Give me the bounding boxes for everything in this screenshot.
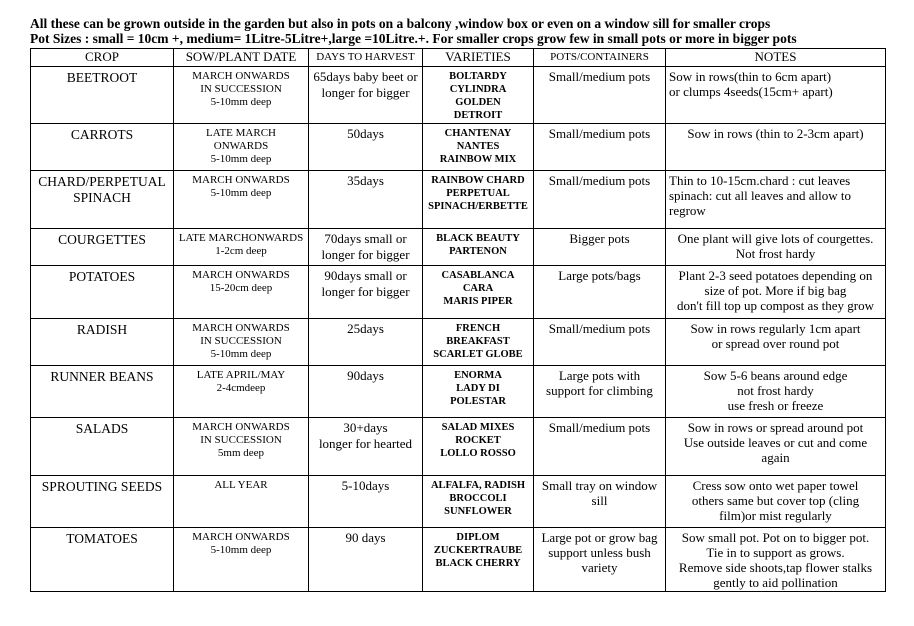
pots-cell: Large pot or grow bag support unless bush variety (534, 528, 666, 592)
pots-cell: Small/medium pots (534, 67, 666, 124)
crop-table (30, 48, 886, 592)
days-to-harvest-cell: 25days (309, 319, 423, 366)
varieties-cell: SALAD MIXES ROCKET LOLLO ROSSO (423, 418, 534, 476)
days-to-harvest-cell: 5-10days (309, 476, 423, 528)
intro-text (30, 16, 797, 46)
intro-line-1: All these can be grown outside in the garden but also in pots on a balcony ,window box or even on a window sill for smaller crops (30, 16, 771, 31)
header-sow-date: SOW/PLANT DATE (174, 49, 309, 67)
header-notes: NOTES (666, 49, 886, 67)
header-varieties: VARIETIES (423, 49, 534, 67)
table-row (31, 171, 886, 229)
varieties-cell: ALFALFA, RADISH BROCCOLI SUNFLOWER (423, 476, 534, 528)
notes-cell: Sow in rows (thin to 2-3cm apart) (666, 124, 886, 171)
days-to-harvest-cell: 90days (309, 366, 423, 418)
sow-date-cell: LATE MARCH ONWARDS 5-10mm deep (174, 124, 309, 171)
crop-cell: TOMATOES (31, 528, 174, 592)
pots-cell: Small/medium pots (534, 319, 666, 366)
varieties-cell: BOLTARDY CYLINDRA GOLDEN DETROIT (423, 67, 534, 124)
pots-cell: Small/medium pots (534, 171, 666, 229)
table-row (31, 229, 886, 266)
table-row (31, 418, 886, 476)
header-crop: CROP (31, 49, 174, 67)
crop-cell: SALADS (31, 418, 174, 476)
sow-date-cell: MARCH ONWARDS IN SUCCESSION 5-10mm deep (174, 319, 309, 366)
varieties-cell: RAINBOW CHARD PERPETUAL SPINACH/ERBETTE (423, 171, 534, 229)
days-to-harvest-cell: 30+days longer for hearted (309, 418, 423, 476)
notes-cell: Sow 5-6 beans around edge not frost hardy use fresh or freeze (666, 366, 886, 418)
sow-date-cell: MARCH ONWARDS 5-10mm deep (174, 171, 309, 229)
crop-cell: POTATOES (31, 266, 174, 319)
notes-cell: One plant will give lots of courgettes. Not frost hardy (666, 229, 886, 266)
pots-cell: Small/medium pots (534, 418, 666, 476)
varieties-cell: DIPLOM ZUCKERTRAUBE BLACK CHERRY (423, 528, 534, 592)
crop-cell: SPROUTING SEEDS (31, 476, 174, 528)
notes-cell: Sow in rows or spread around pot Use outside leaves or cut and come again (666, 418, 886, 476)
table-row (31, 67, 886, 124)
pots-cell: Small tray on window sill (534, 476, 666, 528)
table-header-row (31, 49, 886, 67)
sow-date-cell: MARCH ONWARDS IN SUCCESSION 5-10mm deep (174, 67, 309, 124)
crop-cell: CHARD/PERPETUAL SPINACH (31, 171, 174, 229)
varieties-cell: BLACK BEAUTY PARTENON (423, 229, 534, 266)
notes-cell: Sow small pot. Pot on to bigger pot. Tie in to support as grows. Remove side shoots,tap flower stalks gently to aid pollination (666, 528, 886, 592)
pots-cell: Large pots with support for climbing (534, 366, 666, 418)
sow-date-cell: ALL YEAR (174, 476, 309, 528)
table-row (31, 319, 886, 366)
header-days-to-harvest: DAYS TO HARVEST (309, 49, 423, 67)
notes-cell: Thin to 10-15cm.chard : cut leaves spinach: cut all leaves and allow to regrow (666, 171, 886, 229)
varieties-cell: CASABLANCA CARA MARIS PIPER (423, 266, 534, 319)
sow-date-cell: LATE MARCHONWARDS 1-2cm deep (174, 229, 309, 266)
sow-date-cell: MARCH ONWARDS 5-10mm deep (174, 528, 309, 592)
days-to-harvest-cell: 70days small or longer for bigger (309, 229, 423, 266)
sow-date-cell: LATE APRIL/MAY 2-4cmdeep (174, 366, 309, 418)
days-to-harvest-cell: 65days baby beet or longer for bigger (309, 67, 423, 124)
notes-cell: Plant 2-3 seed potatoes depending on size of pot. More if big bag don't fill top up compost as they grow (666, 266, 886, 319)
days-to-harvest-cell: 90days small or longer for bigger (309, 266, 423, 319)
table-row (31, 366, 886, 418)
header-pots-containers: POTS/CONTAINERS (534, 49, 666, 67)
table-row (31, 124, 886, 171)
pots-cell: Small/medium pots (534, 124, 666, 171)
notes-cell: Sow in rows regularly 1cm apart or spread over round pot (666, 319, 886, 366)
varieties-cell: CHANTENAY NANTES RAINBOW MIX (423, 124, 534, 171)
varieties-cell: FRENCH BREAKFAST SCARLET GLOBE (423, 319, 534, 366)
pots-cell: Bigger pots (534, 229, 666, 266)
days-to-harvest-cell: 35days (309, 171, 423, 229)
table-row (31, 476, 886, 528)
crop-cell: BEETROOT (31, 67, 174, 124)
crop-cell: CARROTS (31, 124, 174, 171)
days-to-harvest-cell: 50days (309, 124, 423, 171)
crop-cell: RADISH (31, 319, 174, 366)
varieties-cell: ENORMA LADY DI POLESTAR (423, 366, 534, 418)
days-to-harvest-cell: 90 days (309, 528, 423, 592)
sow-date-cell: MARCH ONWARDS 15-20cm deep (174, 266, 309, 319)
notes-cell: Cress sow onto wet paper towel others same but cover top (cling film)or mist regularly (666, 476, 886, 528)
crop-cell: COURGETTES (31, 229, 174, 266)
crop-cell: RUNNER BEANS (31, 366, 174, 418)
pots-cell: Large pots/bags (534, 266, 666, 319)
notes-cell: Sow in rows(thin to 6cm apart) or clumps 4seeds(15cm+ apart) (666, 67, 886, 124)
intro-line-2: Pot Sizes : small = 10cm +, medium= 1Litre-5Litre+,large =10Litre.+. For smaller crops grow few in small pots or more in bigger pots (30, 31, 797, 46)
table-row (31, 528, 886, 592)
table-row (31, 266, 886, 319)
sow-date-cell: MARCH ONWARDS IN SUCCESSION 5mm deep (174, 418, 309, 476)
